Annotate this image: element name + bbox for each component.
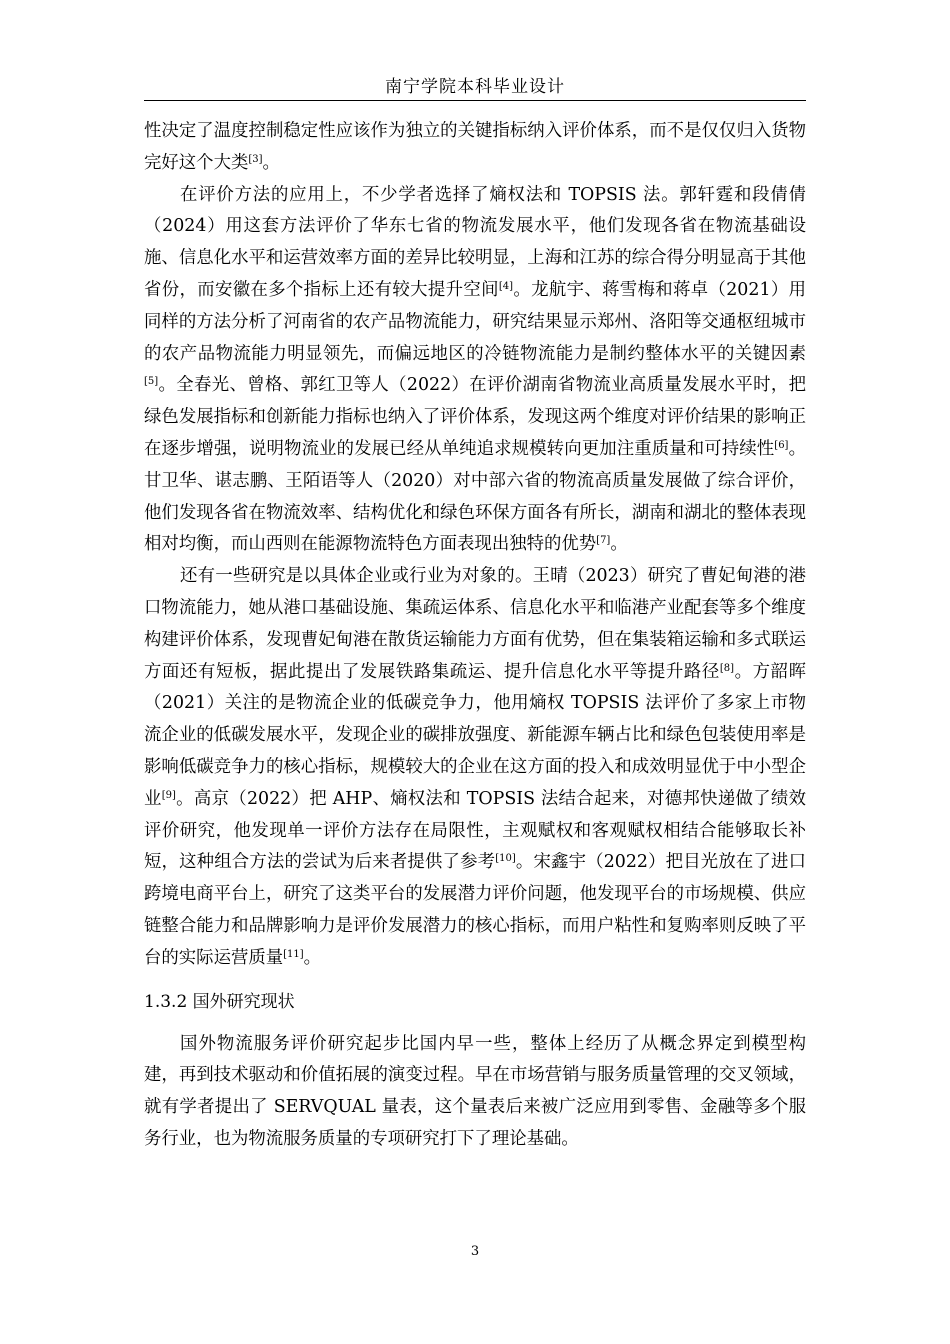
page-number: 3 <box>470 1244 480 1259</box>
text-run: 。 <box>610 534 628 555</box>
text-run: 。全春光、曾格、郭红卫等人（2022）在评价湖南省物流业高质量发展水平时，把绿色发展指标和创新能力指标也纳入了评价体系，发现这两个维度对评价结果的影响正在逐步增强，说明物流业的发展已经从单纯追求规模转向更加注重质量和可持续性 <box>144 375 806 459</box>
citation-ref: [4] <box>498 280 513 292</box>
text-run: 。龙航宇、蒋雪梅和蒋卓（2021）用同样的方法分析了河南省的农产品物流能力，研究结果显示郑州、洛阳等交通枢纽城市的农产品物流能力明显领先，而偏远地区的冷链物流能力是制约整体水平的关键因素 <box>144 279 806 364</box>
paragraph-enterprise <box>144 561 806 974</box>
text-run: 性决定了温度控制稳定性应该作为独立的关键指标纳入评价体系，而不是仅仅归入货物完好这个大类 <box>144 121 806 173</box>
text-run: 。宋鑫宇（2022）把目光放在了进口跨境电商平台上，研究了这类平台的发展潜力评价问题，他发现平台的市场规模、供应链整合能力和品牌影响力是评价发展潜力的核心指标，而用户粘性和复购率则反映了平台的实际运营质量 <box>144 852 806 968</box>
citation-ref: [9] <box>161 789 176 801</box>
text-run: 。甘卫华、谌志鹏、王陌语等人（2020）对中部六省的物流高质量发展做了综合评价，他们发现各省在物流效率、结构优化和绿色环保方面各有所长，湖南和湖北的整体表现相对均衡，而山西则在能源物流特色方面表现出独特的优势 <box>144 438 806 555</box>
text-run: 还有一些研究是以具体企业或行业为对象的。王晴（2023）研究了曹妃甸港的港口物流能力，她从港口基础设施、集疏运体系、信息化水平和临港产业配套等多个维度构建评价体系，发现曹妃甸港在散货运输能力方面有优势，但在集装箱运输和多式联运方面还有短板，据此提出了发展铁路集疏运、提升信息化水平等提升路径 <box>144 566 806 682</box>
text-run: 在评价方法的应用上，不少学者选择了熵权法和 TOPSIS 法。郭轩霆和段倩倩（2024）用这套方法评价了华东七省的物流发展水平，他们发现各省在物流基础设施、信息化水平和运营效率方面的差异比较明显，上海和江苏的综合得分明显高于其他省份，而安徽在多个指标上还有较大提升空间 <box>144 184 806 300</box>
text-run: 。方韶晖（2021）关注的是物流企业的低碳竞争力，他用熵权 TOPSIS 法评价了多家上市物流企业的低碳发展水平，发现企业的碳排放强度、新能源车辆占比和绿色包装使用率是影响低碳竞争力的核心指标，规模较大的企业在这方面的投入和成效明显优于中小型企业 <box>144 661 806 809</box>
citation-ref: [11] <box>283 948 304 960</box>
text-run: 。 <box>262 152 280 173</box>
text-run: 。高京（2022）把 AHP、熵权法和 TOPSIS 法结合起来，对德邦快递做了绩效评价研究，他发现单一评价方法存在局限性，主观赋权和客观赋权相结合能够取长补短，这种组合方法的尝试为后来者提供了参考 <box>144 788 806 873</box>
citation-ref: [3] <box>248 153 263 165</box>
page-header: 南宁学院本科毕业设计 <box>385 77 565 97</box>
citation-ref: [7] <box>596 535 611 547</box>
section-heading: 1.3.2 国外研究现状 <box>144 991 295 1012</box>
paragraph-continuation <box>144 116 806 180</box>
citation-ref: [10] <box>495 853 516 865</box>
citation-ref: [6] <box>774 439 789 451</box>
paragraph-foreign <box>144 1029 806 1156</box>
header-rule <box>144 100 806 101</box>
page-body <box>144 116 806 1156</box>
citation-ref: [8] <box>719 662 734 674</box>
citation-ref: [5] <box>144 376 159 388</box>
text-run: 国外物流服务评价研究起步比国内早一些，整体上经历了从概念界定到模型构建，再到技术驱动和价值拓展的演变过程。早在市场营销与服务质量管理的交叉领域，就有学者提出了 SERVQUAL 量表，这个量表后来被广泛应用到零售、金融等多个服务行业，也为物流服务质量的专项研究打下了理论基础。 <box>144 1033 806 1149</box>
text-run: 。 <box>303 947 322 968</box>
paragraph-methods <box>144 180 806 562</box>
